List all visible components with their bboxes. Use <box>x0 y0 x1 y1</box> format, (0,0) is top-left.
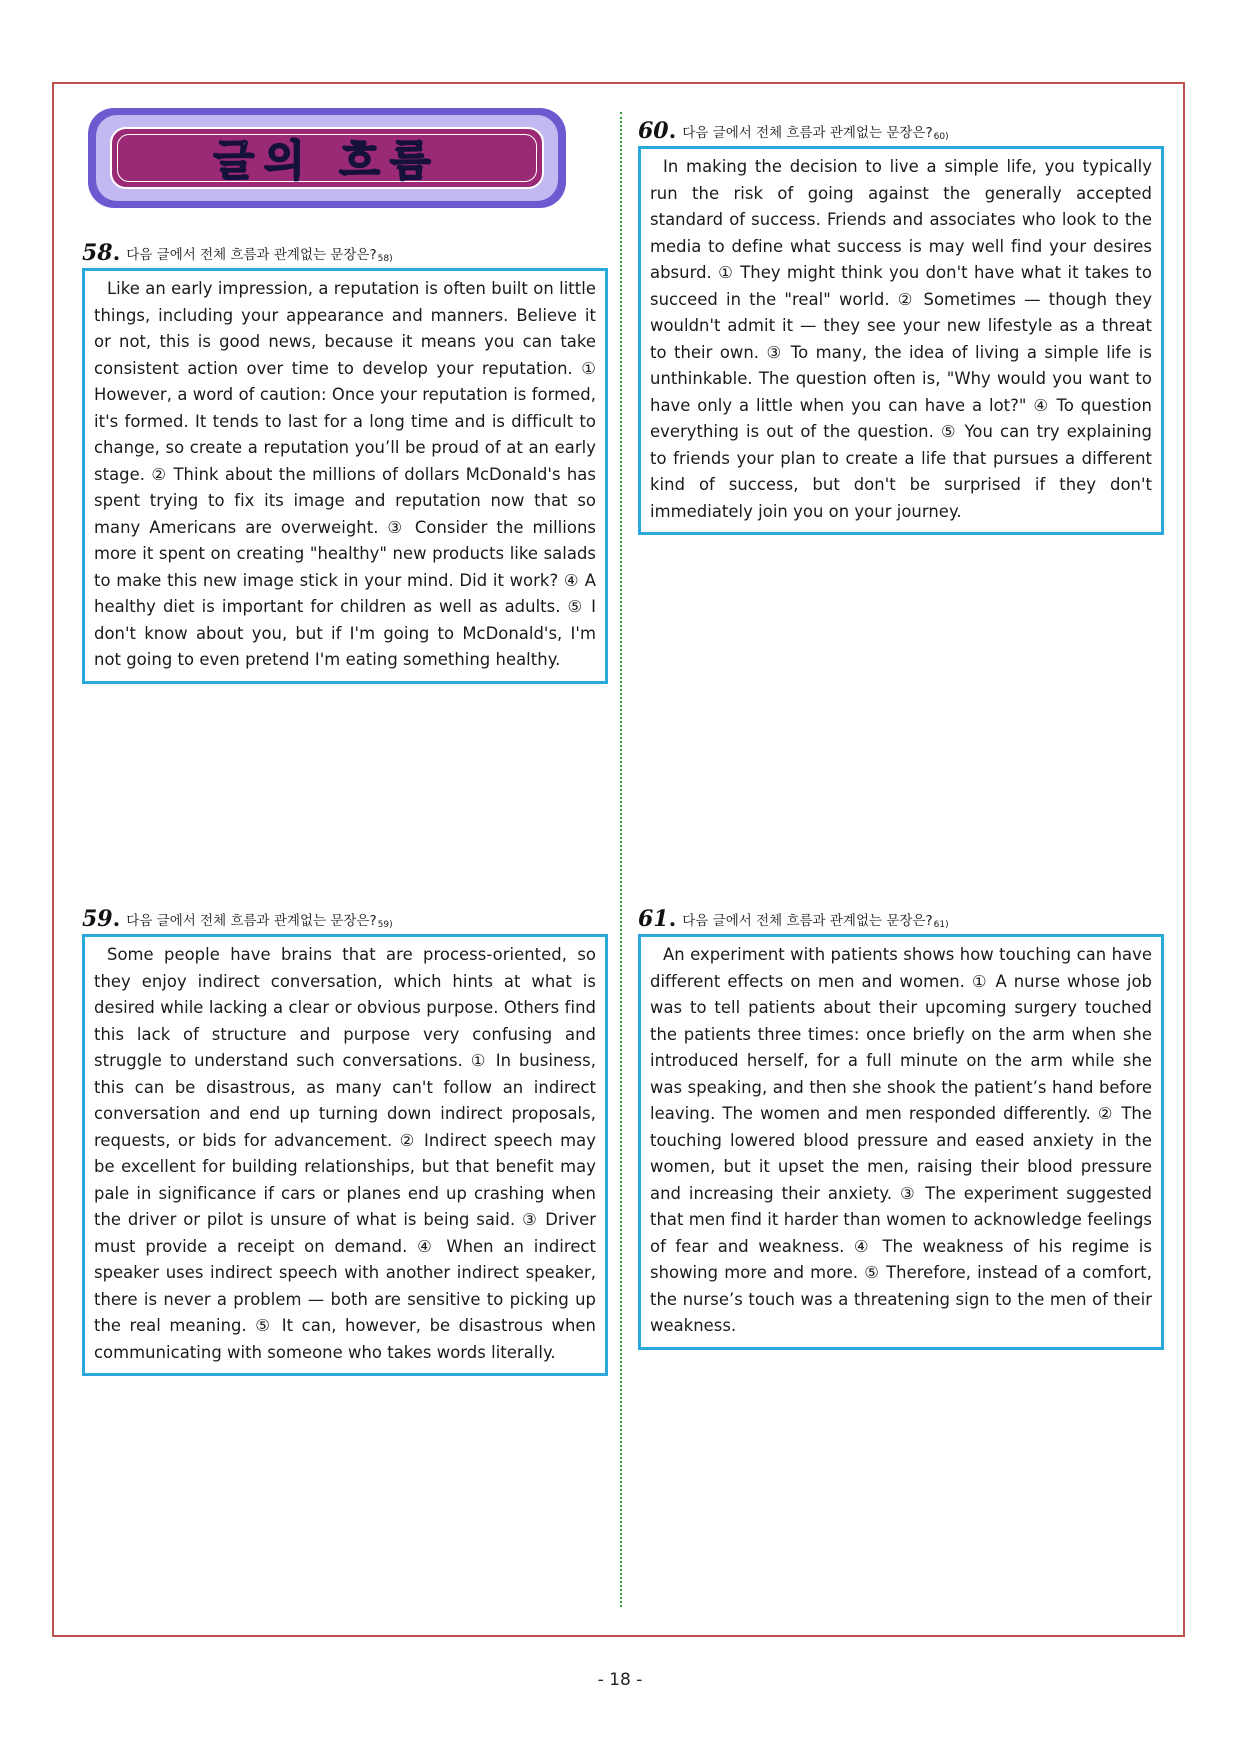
question-number: 59 <box>82 906 113 932</box>
passage-text: Some people have brains that are process-oriented, so they enjoy indirect conversation, which hints at what is desired while lacking a clear or obvious purpose. Others find this lack of structure and purpose very confusing and struggle to understand such conversations. ① In business, this can be disastrous, as many can't follow an indirect conversation and end up turning down indirect proposals, requests, or bids for advancement. ② Indirect speech may be excellent for building relationships, but that benefit may pale in significance if cars or planes end up crashing when the driver or pilot is unsure of what is being said. ③ Driver must provide a receipt on demand. ④ When an indirect speaker uses indirect speech with another indirect speaker, there is never a problem — both are sensitive to picking up the real meaning. ⑤ It can, however, be disastrous when communicating with someone who takes words literally. <box>94 945 596 1362</box>
section-title-banner <box>88 108 566 208</box>
question-number: 58 <box>82 240 113 266</box>
passage-text: An experiment with patients shows how touching can have different effects on men and women. ① A nurse whose job was to tell patients about their upcoming surgery touched the patients three times: once briefly on the arm when she introduced herself, for a full minute on the arm while she was speaking, and then she shook the patient’s hand before leaving. The women and men responded differently. ② The touching lowered blood pressure and eased anxiety in the women, but it upset the men, raising their blood pressure and increasing their anxiety. ③ The experiment suggested that men find it harder than women to acknowledge feelings of fear and weakness. ④ The weakness of his regime is showing more and more. ⑤ Therefore, instead of a comfort, the nurse’s touch was a threatening sign to the men of their weakness. <box>650 945 1152 1335</box>
page-number: - 18 - <box>597 1670 643 1690</box>
passage-text: In making the decision to live a simple life, you typically run the risk of going against the generally accepted standard of success. Friends and associates who look to the media to define what success is may well find your desires absurd. ① They might think you don't have what it takes to succeed in the "real" world. ② Sometimes — though they wouldn't admit it — they see your new lifestyle as a threat to their own. ③ To many, the idea of living a simple life is unthinkable. The question often is, "Why would you want to have only a little when you can have a lot?" ④ To question everything is out of the question. ⑤ You can try explaining to friends your plan to create a life that pursues a different kind of success, but don't be surprised if they don't immediately join you on your journey. <box>650 157 1152 521</box>
footnote-marker: 59) <box>377 920 393 930</box>
section-title: 글의 흐름 <box>213 136 441 185</box>
footnote-marker: 58) <box>377 254 393 264</box>
footnote-marker: 61) <box>933 920 949 930</box>
passage-box <box>82 268 608 684</box>
question-number: 60 <box>638 118 669 144</box>
passage-box <box>638 934 1164 1350</box>
question-61 <box>638 900 1164 1350</box>
passage-box <box>638 146 1164 535</box>
question-header: 59 . 다음 글에서 전체 흐름과 관계없는 문장은? 59) <box>82 906 393 932</box>
question-59 <box>82 900 608 1376</box>
question-60 <box>638 112 1164 535</box>
question-58 <box>82 234 608 684</box>
question-header: 61 . 다음 글에서 전체 흐름과 관계없는 문장은? 61) <box>638 906 949 932</box>
question-header: 60 . 다음 글에서 전체 흐름과 관계없는 문장은? 60) <box>638 118 949 144</box>
question-prompt: 다음 글에서 전체 흐름과 관계없는 문장은? <box>126 246 377 263</box>
question-number: 61 <box>638 906 669 932</box>
question-prompt: 다음 글에서 전체 흐름과 관계없는 문장은? <box>682 124 933 141</box>
column-divider <box>620 112 622 1607</box>
passage-box <box>82 934 608 1376</box>
question-header: 58 . 다음 글에서 전체 흐름과 관계없는 문장은? 58) <box>82 240 393 266</box>
question-prompt: 다음 글에서 전체 흐름과 관계없는 문장은? <box>126 912 377 929</box>
footnote-marker: 60) <box>933 132 949 142</box>
passage-text: Like an early impression, a reputation is often built on little things, including your appearance and manners. Believe it or not, this is good news, because it means you can take consistent action over time to develop your reputation. ① However, a word of caution: Once your reputation is formed, it's formed. It tends to last for a long time and is difficult to change, so create a reputation you’ll be proud of at an early stage. ② Think about the millions of dollars McDonald's has spent trying to fix its image and reputation now that so many Americans are overweight. ③ Consider the millions more it spent on creating "healthy" new products like salads to make this new image stick in your mind. Did it work? ④ A healthy diet is important for children as well as adults. ⑤ I don't know about you, but if I'm going to McDonald's, I'm not going to even pretend I'm eating something healthy. <box>94 279 596 669</box>
question-prompt: 다음 글에서 전체 흐름과 관계없는 문장은? <box>682 912 933 929</box>
